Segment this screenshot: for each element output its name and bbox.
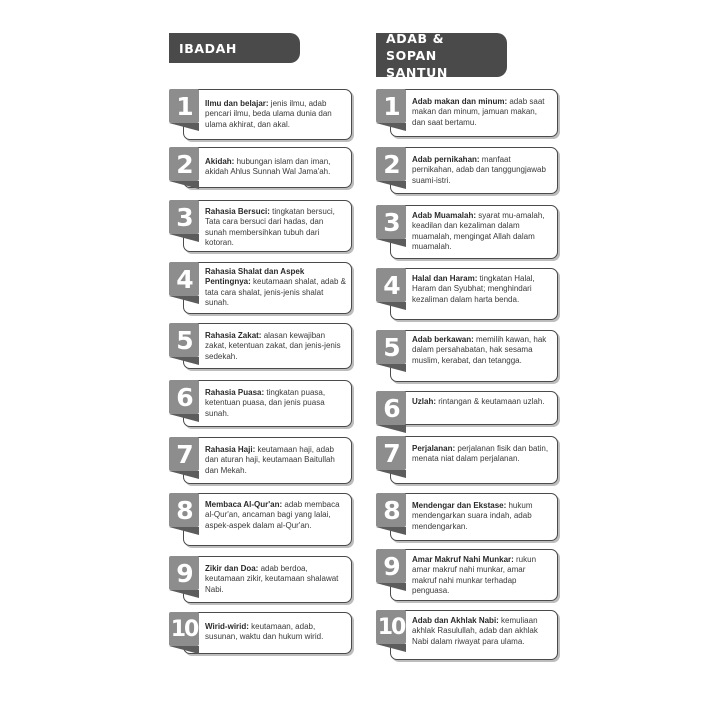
item-text xyxy=(412,501,552,532)
number-badge: 10 xyxy=(169,612,199,646)
item-text xyxy=(412,211,552,253)
item-label: Mendengar dan Ekstase: xyxy=(412,501,507,510)
number-badge: 7 xyxy=(169,437,199,471)
item-label: Amar Makruf Nahi Munkar: xyxy=(412,555,514,564)
number-badge: 10 xyxy=(376,610,406,644)
ibadah-item-2 xyxy=(169,147,352,188)
item-description: hubungan islam dan iman, akidah Ahlus Sunnah Wal Jama'ah. xyxy=(205,157,331,177)
item-label: Wirid-wirid: xyxy=(205,622,249,631)
item-label: Membaca Al-Qur'an: xyxy=(205,500,283,509)
item-text xyxy=(205,622,346,643)
number-badge: 1 xyxy=(169,89,199,123)
item-description: keutamaan, adab, susunan, waktu dan hukum wirid. xyxy=(205,622,324,642)
item-description: adab membaca al-Qur'an, ancaman bagi yang lalai, aspek-aspek dalam al-Qur'an. xyxy=(205,500,340,530)
number-badge: 9 xyxy=(376,549,406,583)
item-description: jenis ilmu, adab pencari ilmu, beda ulama dunia dan ulama akhirat, dan akal. xyxy=(205,99,332,129)
number-badge: 5 xyxy=(376,330,406,364)
item-text xyxy=(205,500,346,531)
number-badge: 3 xyxy=(169,200,199,234)
ibadah-item-7 xyxy=(169,437,352,484)
ibadah-item-10 xyxy=(169,612,352,654)
item-label: Halal dan Haram: xyxy=(412,274,478,283)
item-description: rintangan & keutamaan uzlah. xyxy=(436,397,545,406)
ibadah-item-3 xyxy=(169,200,352,252)
adab-title: ADAB & SOPAN SANTUN xyxy=(386,30,448,80)
item-description: perjalanan fisik dan batin, menata niat dalam perjalanan. xyxy=(412,444,549,464)
item-text xyxy=(205,207,346,249)
adab-item-7 xyxy=(376,436,558,484)
number-badge: 4 xyxy=(376,268,406,302)
item-description: manfaat pernikahan, adab dan tanggungjawab suami-istri. xyxy=(412,155,546,185)
item-label: Rahasia Puasa: xyxy=(205,388,265,397)
item-text xyxy=(205,157,346,178)
number-badge: 4 xyxy=(169,262,199,296)
item-description: tingkatan Halal, Haram dan Syubhat; menghindari kezaliman dalam harta benda. xyxy=(412,274,535,304)
item-label: Akidah: xyxy=(205,157,235,166)
ibadah-item-1 xyxy=(169,89,352,140)
adab-item-5 xyxy=(376,330,558,382)
item-text xyxy=(412,274,552,305)
number-badge: 2 xyxy=(376,147,406,181)
ibadah-item-5 xyxy=(169,323,352,369)
number-badge: 2 xyxy=(169,147,199,181)
item-label: Adab Muamalah: xyxy=(412,211,477,220)
item-description: hukum mendengarkan suara indah, adab mendengarkan. xyxy=(412,501,533,531)
item-label: Rahasia Bersuci: xyxy=(205,207,270,216)
number-badge: 3 xyxy=(376,205,406,239)
number-badge: 9 xyxy=(169,556,199,590)
adab-item-8 xyxy=(376,493,558,541)
item-text xyxy=(412,444,552,465)
item-label: Uzlah: xyxy=(412,397,436,406)
item-description: tingkatan bersuci, Tata cara bersuci dari hadas, dan sunah membersihkan tubuh dari kotoran. xyxy=(205,207,335,248)
item-label: Adab makan dan minum: xyxy=(412,97,508,106)
adab-item-6 xyxy=(376,391,558,425)
item-text xyxy=(205,267,346,309)
item-label: Adab dan Akhlak Nabi: xyxy=(412,616,499,625)
item-description: rukun amar makruf nahi munkar, amar makruf nahi munkar terhadap penguasa. xyxy=(412,555,537,596)
item-description: keutamaan shalat, adab & tata cara shalat, jenis-jenis shalat sunah. xyxy=(205,277,346,308)
item-label: Rahasia Zakat: xyxy=(205,331,262,340)
item-text xyxy=(205,388,346,419)
item-text xyxy=(412,397,552,407)
adab-header xyxy=(376,30,507,80)
item-label: Perjalanan: xyxy=(412,444,456,453)
item-text xyxy=(205,564,346,595)
number-badge: 6 xyxy=(376,391,406,425)
ibadah-item-6 xyxy=(169,380,352,427)
item-description: kemuliaan akhlak Rasulullah, adab dan akhlak Nabi dalam riwayat para ulama. xyxy=(412,616,538,646)
number-badge: 1 xyxy=(376,89,406,123)
item-description: adab saat makan dan minum, jamuan makan, dan saat bertamu. xyxy=(412,97,545,127)
number-badge: 7 xyxy=(376,436,406,470)
item-text xyxy=(412,555,552,597)
item-label: Rahasia Haji: xyxy=(205,445,256,454)
item-label: Zikir dan Doa: xyxy=(205,564,259,573)
adab-item-2 xyxy=(376,147,558,194)
ibadah-header xyxy=(169,33,300,63)
item-label: Adab pernikahan: xyxy=(412,155,480,164)
item-text xyxy=(205,99,346,130)
adab-item-9 xyxy=(376,549,558,601)
number-badge: 6 xyxy=(169,380,199,414)
item-text xyxy=(412,97,552,128)
item-description: keutamaan haji, adab dan aturan haji, keutamaan Baitullah dan Mekah. xyxy=(205,445,335,475)
item-text xyxy=(412,616,552,647)
number-badge: 8 xyxy=(376,493,406,527)
item-description: syarat mu-amalah, keadilan dan kezaliman dalam muamalah, mengingat Allah dalam muamalah. xyxy=(412,211,545,252)
item-text xyxy=(412,335,552,366)
ibadah-item-9 xyxy=(169,556,352,603)
item-label: Ilmu dan belajar: xyxy=(205,99,269,108)
item-label: Rahasia Shalat dan Aspek Pentingnya: xyxy=(205,267,305,287)
item-description: tingkatan puasa, ketentuan puasa, dan jenis puasa sunah. xyxy=(205,388,326,418)
ibadah-title: IBADAH xyxy=(179,40,237,56)
ibadah-item-4 xyxy=(169,262,352,314)
item-description: alasan kewajiban zakat, ketentuan zakat, dan jenis-jenis sedekah. xyxy=(205,331,341,361)
item-text xyxy=(412,155,552,186)
item-text xyxy=(205,331,346,362)
adab-item-4 xyxy=(376,268,558,320)
number-badge: 8 xyxy=(169,493,199,527)
adab-item-10 xyxy=(376,610,558,660)
item-text xyxy=(205,445,346,476)
ibadah-item-8 xyxy=(169,493,352,546)
adab-item-3 xyxy=(376,205,558,259)
item-label: Adab berkawan: xyxy=(412,335,474,344)
item-description: memilih kawan, hak dalam persahabatan, hak sesama muslim, kerabat, dan tetangga. xyxy=(412,335,547,365)
number-badge: 5 xyxy=(169,323,199,357)
adab-item-1 xyxy=(376,89,558,137)
item-description: adab berdoa, keutamaan zikir, keutamaan shalawat Nabi. xyxy=(205,564,339,594)
